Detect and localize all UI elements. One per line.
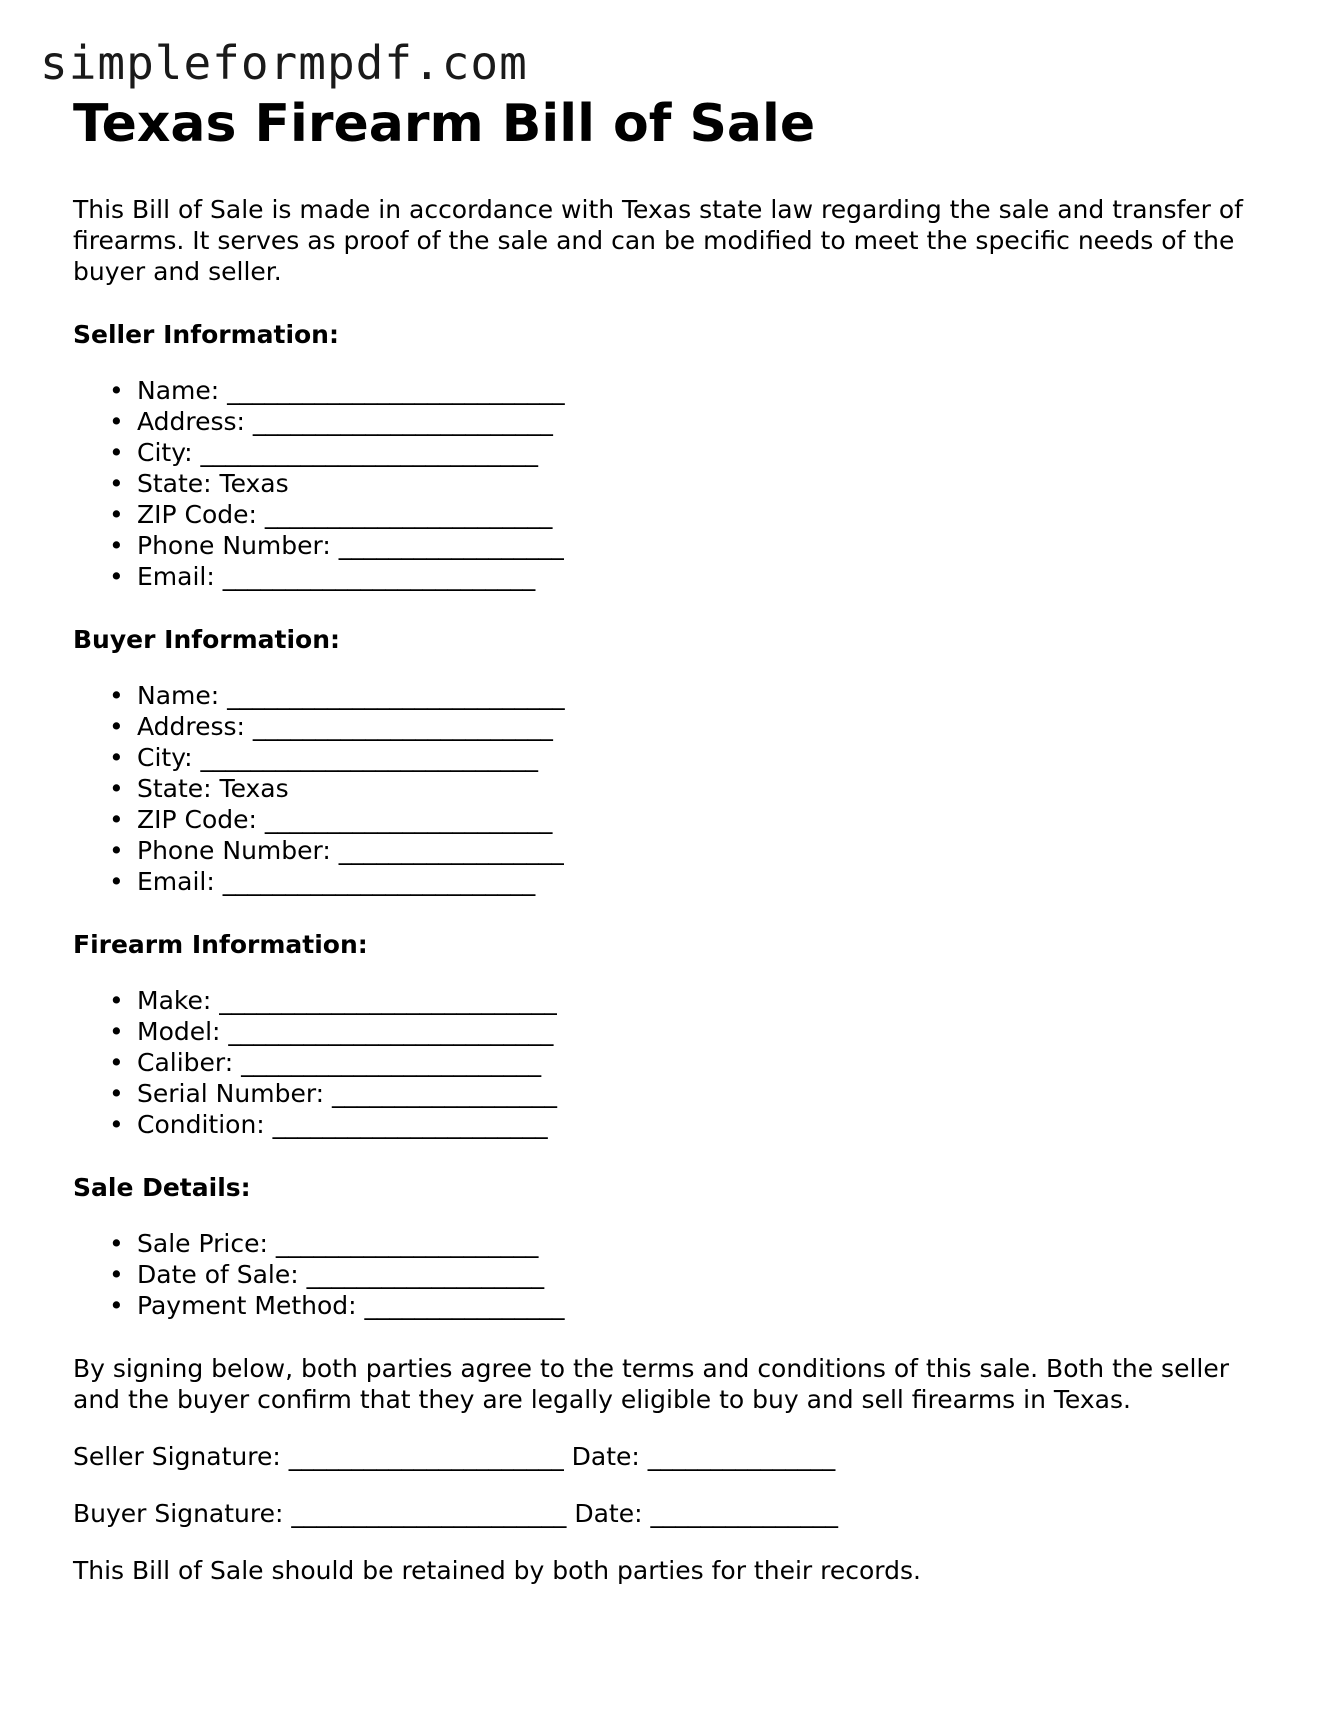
seller-field-list [73, 375, 1263, 592]
seller-address-field[interactable]: • Address: ________________________ [137, 406, 1263, 437]
buyer-section-heading: Buyer Information: [73, 625, 341, 654]
sale-section-heading: Sale Details: [73, 1173, 251, 1202]
seller-state-field: • State: Texas [137, 468, 1263, 499]
sale-date-field[interactable]: • Date of Sale: ___________________ [137, 1259, 1263, 1290]
buyer-zip-field[interactable]: • ZIP Code: _______________________ [137, 804, 1263, 835]
buyer-name-field[interactable]: • Name: ___________________________ [137, 680, 1263, 711]
seller-phone-field[interactable]: • Phone Number: __________________ [137, 530, 1263, 561]
buyer-field-list [73, 680, 1263, 897]
seller-email-field[interactable]: • Email: _________________________ [137, 561, 1263, 592]
seller-zip-field[interactable]: • ZIP Code: _______________________ [137, 499, 1263, 530]
firearm-model-field[interactable]: • Model: __________________________ [137, 1016, 1263, 1047]
firearm-serial-field[interactable]: • Serial Number: __________________ [137, 1078, 1263, 1109]
seller-section-heading: Seller Information: [73, 320, 339, 349]
closing-note: This Bill of Sale should be retained by both parties for their records. [73, 1556, 921, 1585]
buyer-signature-line[interactable]: Buyer Signature: ______________________ Date: _______________ [73, 1499, 838, 1528]
firearm-make-field[interactable]: • Make: ___________________________ [137, 985, 1263, 1016]
buyer-city-field[interactable]: • City: ___________________________ [137, 742, 1263, 773]
firearm-section-heading: Firearm Information: [73, 930, 368, 959]
firearm-field-list [73, 985, 1263, 1140]
seller-name-field[interactable]: • Name: ___________________________ [137, 375, 1263, 406]
buyer-email-field[interactable]: • Email: _________________________ [137, 866, 1263, 897]
intro-paragraph: This Bill of Sale is made in accordance with Texas state law regarding the sale and transfer of firearms. It serves as proof of the sale and can be modified to meet the specific needs of the buyer and seller. [73, 195, 1243, 286]
document-title: Texas Firearm Bill of Sale [73, 94, 816, 154]
document-page [73, 92, 1263, 1586]
firearm-caliber-field[interactable]: • Caliber: ________________________ [137, 1047, 1263, 1078]
seller-city-field[interactable]: • City: ___________________________ [137, 437, 1263, 468]
agreement-paragraph: By signing below, both parties agree to the terms and conditions of this sale. Both the seller and the buyer confirm that they are legally eligible to buy and sell firearms in Texas. [73, 1354, 1230, 1414]
payment-method-field[interactable]: • Payment Method: ________________ [137, 1290, 1263, 1321]
seller-signature-line[interactable]: Seller Signature: ______________________ Date: _______________ [73, 1442, 836, 1471]
sale-price-field[interactable]: • Sale Price: _____________________ [137, 1228, 1263, 1259]
sale-field-list [73, 1228, 1263, 1321]
buyer-state-field: • State: Texas [137, 773, 1263, 804]
firearm-condition-field[interactable]: • Condition: ______________________ [137, 1109, 1263, 1140]
buyer-address-field[interactable]: • Address: ________________________ [137, 711, 1263, 742]
buyer-phone-field[interactable]: • Phone Number: __________________ [137, 835, 1263, 866]
watermark: simpleformpdf.com [40, 36, 528, 90]
